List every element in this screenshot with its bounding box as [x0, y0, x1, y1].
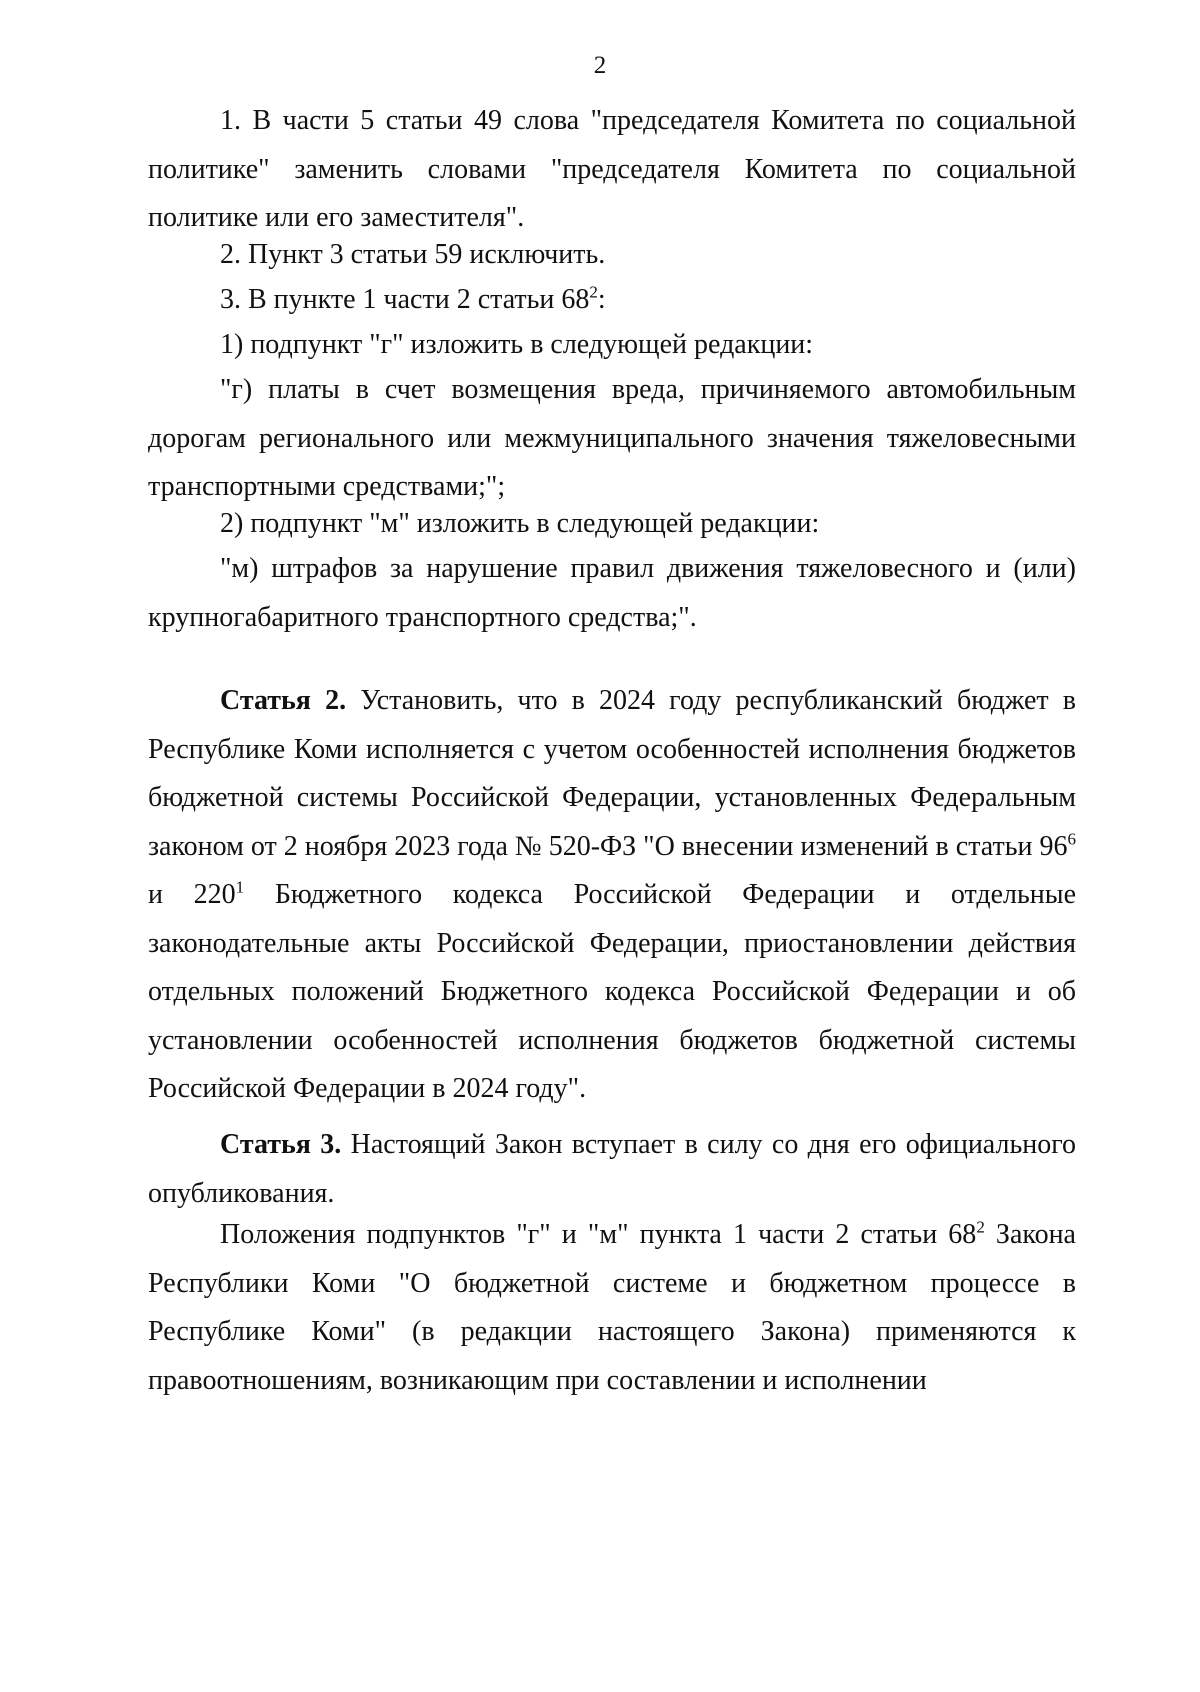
subitem-2: 2) подпункт "м" изложить в следующей редакции: — [220, 508, 820, 539]
subitem-g-text: "г) платы в счет возмещения вреда, причиняемого автомобильным дорогам регионального или межмуниципального значения тяжеловесными транспортными средствами;"; — [148, 374, 1076, 502]
article-3-para2-b: Закона Республики Коми "О бюджетной системе и бюджетном процессе в Республике Коми" (в редакции настоящего Закона) применяются к правоотношениям, возникающим при составлении и исполнении — [148, 1219, 1076, 1396]
article-2-sup-a: 6 — [1067, 829, 1076, 849]
article-3-para2-a: Положения подпунктов "г" и "м" пункта 1 части 2 статьи 68 — [220, 1219, 977, 1250]
item-3-text: 3. В пункте 1 части 2 статьи 68 — [220, 284, 590, 315]
article-3-text: Настоящий Закон вступает в силу со дня его официального опубликования. — [148, 1129, 1076, 1209]
article-2 — [148, 677, 1076, 1114]
item-3-colon: : — [597, 284, 606, 315]
paragraph-item-2: 2. Пункт 3 статьи 59 исключить. — [220, 239, 606, 270]
article-3-para2-sup: 2 — [976, 1217, 985, 1237]
article-2-text-a: Установить, что в 2024 году республиканский бюджет в Республике Коми исполняется с учетом особенностей исполнения бюджетов бюджетной системы Российской Федерации, установленных Федеральным законом от 2 ноября 2023 года № 520-ФЗ "О внесении изменений в статьи 96 — [148, 685, 1076, 862]
article-2-sup-b: 1 — [235, 877, 245, 897]
paragraph-item-1: 1. В части 5 статьи 49 слова "председателя Комитета по социальной политике" заменить словами "председателя Комитета по социальной политике или его заместителя". — [148, 105, 1076, 233]
article-3-title: Статья 3. — [220, 1129, 342, 1160]
page-number: 2 — [593, 52, 607, 79]
paragraph-item-3 — [148, 276, 1076, 325]
article-3 — [148, 1121, 1076, 1218]
article-2-text-c: Бюджетного кодекса Российской Федерации и отдельные законодательные акты Российской Федерации, приостановлении действия отдельных положений Бюджетного кодекса Российской Федерации и об установлении особенностей исполнения бюджетов бюджетной системы Российской Федерации в 2024 году". — [148, 879, 1077, 1104]
article-2-title: Статья 2. — [220, 685, 347, 716]
article-2-text-b: и 220 — [148, 879, 236, 910]
article-3-paragraph-2 — [148, 1211, 1076, 1405]
subitem-m-text: "м) штрафов за нарушение правил движения тяжеловесного и (или) крупногабаритного транспортного средства;". — [148, 553, 1076, 633]
item-3-superscript: 2 — [589, 282, 598, 302]
subitem-1: 1) подпункт "г" изложить в следующей редакции: — [220, 329, 814, 360]
